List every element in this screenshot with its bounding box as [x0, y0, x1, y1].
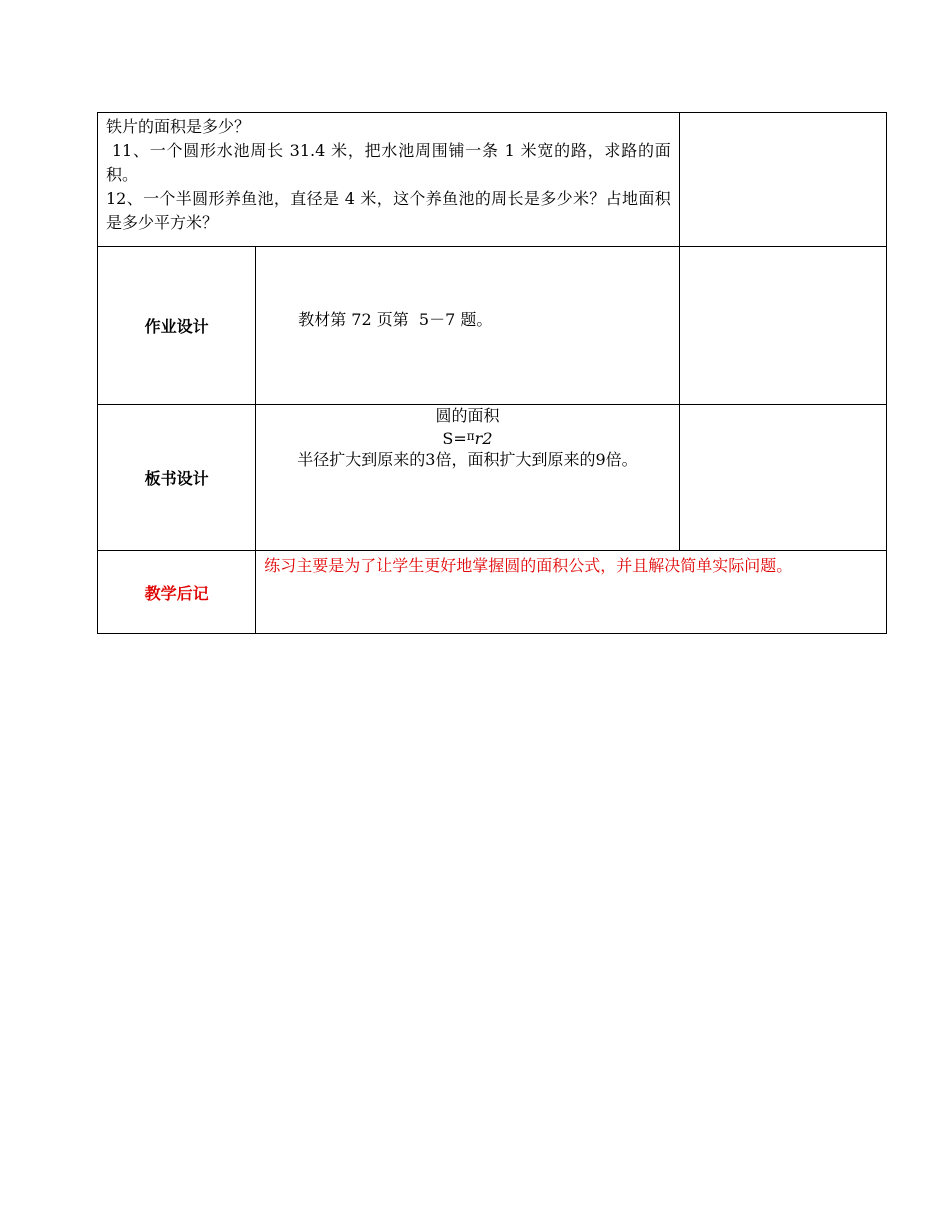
homework-label: 作业设计 [98, 247, 256, 405]
homework-content: 教材第 72 页第 5－7 题。 [298, 310, 493, 329]
board-label: 板书设计 [98, 405, 256, 551]
homework-content-cell [256, 247, 680, 405]
exercise-12: 12、一个半圆形养鱼池，直径是 4 米，这个养鱼池的周长是多少米？占地面积是多少平方米？ [106, 189, 671, 232]
exercises-text [98, 113, 679, 235]
exercise-11: 11、一个圆形水池周长 31.4 米，把水池周围铺一条 1 米宽的路，求路的面积。 [106, 141, 671, 184]
reflection-row [98, 551, 887, 634]
board-side-cell [679, 405, 886, 551]
exercises-cell [98, 113, 680, 247]
reflection-content: 练习主要是为了让学生更好地掌握圆的面积公式，并且解决简单实际问题。 [264, 556, 793, 575]
formula-prefix: S= [442, 429, 467, 448]
homework-row [98, 247, 887, 405]
board-content-cell [256, 405, 680, 551]
board-formula [256, 426, 679, 449]
exercise-continuation: 铁片的面积是多少？ [106, 117, 251, 136]
board-title: 圆的面积 [435, 406, 500, 425]
reflection-content-cell [256, 551, 887, 634]
board-note: 半径扩大到原来的3倍，面积扩大到原来的9倍。 [297, 450, 638, 469]
lesson-plan-table [97, 112, 887, 634]
exercises-row [98, 113, 887, 247]
homework-side-cell [679, 247, 886, 405]
board-row [98, 405, 887, 551]
pi-symbol: π [466, 429, 475, 443]
formula-r2: r2 [474, 429, 493, 448]
reflection-label: 教学后记 [98, 551, 256, 634]
exercises-side-cell [679, 113, 886, 247]
